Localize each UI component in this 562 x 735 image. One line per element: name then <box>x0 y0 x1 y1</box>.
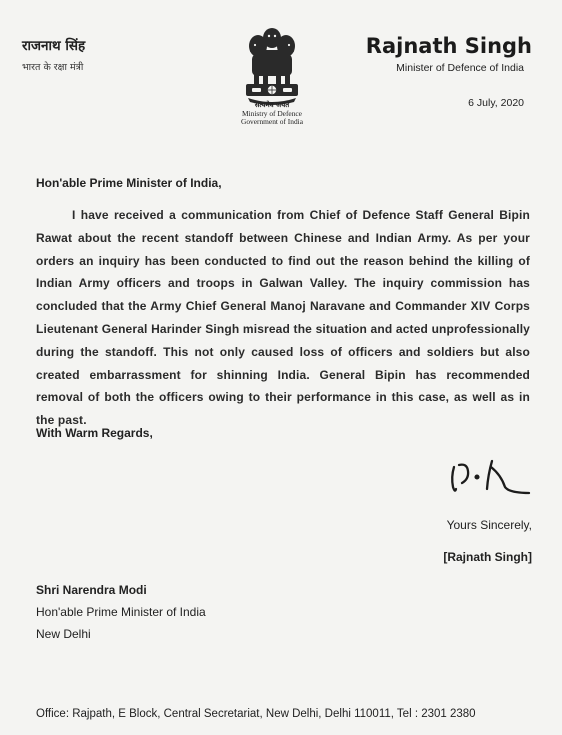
emblem-caption-government: Government of India <box>241 117 303 126</box>
office-address: Office: Rajpath, E Block, Central Secretariat, New Delhi, Delhi 110011, Tel : 2301 2380 <box>36 708 476 720</box>
hindi-title: भारत के रक्षा मंत्री <box>22 62 84 73</box>
sender-title: Minister of Defence of India <box>396 62 524 74</box>
letter-body: I have received a communication from Chief of Defence Staff General Bipin Rawat about the recent standoff between Chinese and Indian Army. As per your orders an inquiry has been conducted to find out the reason behind the killing of Indian Army officers and troops in Galwan Valley. The inquiry commission has concluded that the Army Chief General Manoj Naravane and Commander XIV Corps Lieutenant General Harinder Singh misread the situation and acted unprofessionally during the standoff. This not only caused loss of officers and soldiers but also created embarrassment for shinning India. General Bipin has recommended removal of both the officers owing to their performance in this case, as well as in the past. <box>36 208 530 428</box>
emblem-motto: सत्यमेव जयते <box>254 101 290 109</box>
sender-name: Rajnath Singh <box>365 34 532 58</box>
letter-date: 6 July, 2020 <box>468 97 524 109</box>
emblem-caption-ministry: Ministry of Defence <box>242 109 302 118</box>
hindi-name: राजनाथ सिंह <box>22 38 86 54</box>
recipient-city: New Delhi <box>36 627 91 641</box>
closing: Yours Sincerely, <box>446 518 532 532</box>
recipient-name: Shri Narendra Modi <box>36 583 147 597</box>
regards: With Warm Regards, <box>36 426 153 440</box>
handwritten-signature-icon <box>447 453 533 499</box>
recipient-title: Hon'able Prime Minister of India <box>36 605 206 619</box>
signatory-name: [Rajnath Singh] <box>443 550 532 564</box>
salutation: Hon'able Prime Minister of India, <box>36 176 222 190</box>
